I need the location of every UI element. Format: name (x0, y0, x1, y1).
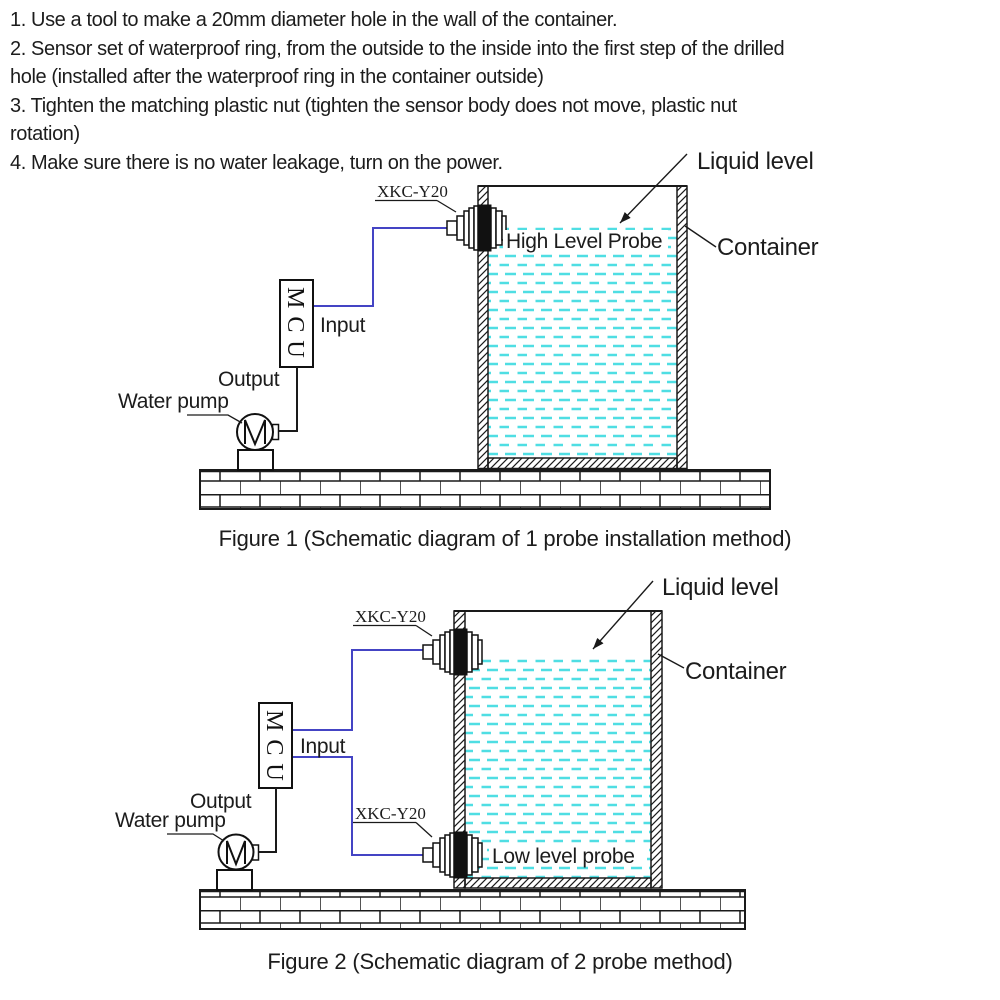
sensor-model-label: XKC-Y20 (377, 182, 448, 201)
output-label: Output (190, 790, 252, 813)
mcu-label: MCU (261, 710, 287, 789)
container-bottom (465, 878, 651, 888)
container-bottom (488, 458, 677, 469)
container-leader (685, 226, 716, 247)
water-pump-leader (167, 834, 224, 841)
water-pump-label: Water pump (118, 390, 229, 413)
liquid-level-leader (593, 581, 653, 649)
output-wire (279, 367, 297, 431)
sensor-model-label-top: XKC-Y20 (355, 607, 426, 626)
figure1-caption: Figure 1 (Schematic diagram of 1 probe installation method) (218, 526, 792, 551)
output-label: Output (218, 368, 280, 391)
instruction-line: hole (installed after the waterproof ring in the container outside) (10, 66, 544, 88)
pump-base (238, 450, 273, 470)
signal-wire-top (292, 650, 424, 730)
ground-bricks (200, 470, 770, 509)
instruction-line: 4. Make sure there is no water leakage, turn on the power. (10, 151, 503, 174)
container-label: Container (717, 234, 819, 261)
input-label: Input (300, 735, 346, 758)
container-right-wall (651, 611, 662, 888)
mcu-label: MCU (282, 287, 308, 366)
signal-wire (313, 228, 447, 306)
water-pump-label: Water pump (115, 809, 226, 832)
water-fill (489, 226, 677, 458)
input-label: Input (320, 314, 366, 337)
sensor-model-leader-bottom (416, 823, 432, 838)
instruction-line: rotation) (10, 123, 80, 145)
figure2-caption: Figure 2 (Schematic diagram of 2 probe method) (267, 949, 733, 974)
sensor-model-label-bottom: XKC-Y20 (355, 804, 426, 823)
liquid-level-label: Liquid level (697, 148, 814, 175)
output-wire (259, 788, 276, 852)
ground-bricks (200, 890, 745, 929)
liquid-level-label: Liquid level (662, 574, 779, 601)
instruction-line: 3. Tighten the matching plastic nut (tighten the sensor body does not move, plastic nut (10, 94, 737, 117)
water-pump-leader (187, 415, 242, 423)
figure2-diagram (115, 574, 787, 974)
pump-base (217, 870, 252, 890)
instruction-line: 2. Sensor set of waterproof ring, from the outside to the inside into the first step of the drilled (10, 37, 785, 60)
container-label: Container (685, 658, 787, 685)
level-sensor-low (423, 832, 482, 878)
low-level-probe-label: Low level probe (492, 845, 635, 868)
sensor-model-leader-top (416, 626, 432, 637)
instruction-line: 1. Use a tool to make a 20mm diameter hole in the wall of the container. (10, 9, 618, 31)
sensor-model-leader (437, 201, 456, 213)
figure1-diagram (118, 148, 819, 551)
high-level-probe-label: High Level Probe (506, 230, 663, 253)
container-right-wall (677, 186, 687, 469)
